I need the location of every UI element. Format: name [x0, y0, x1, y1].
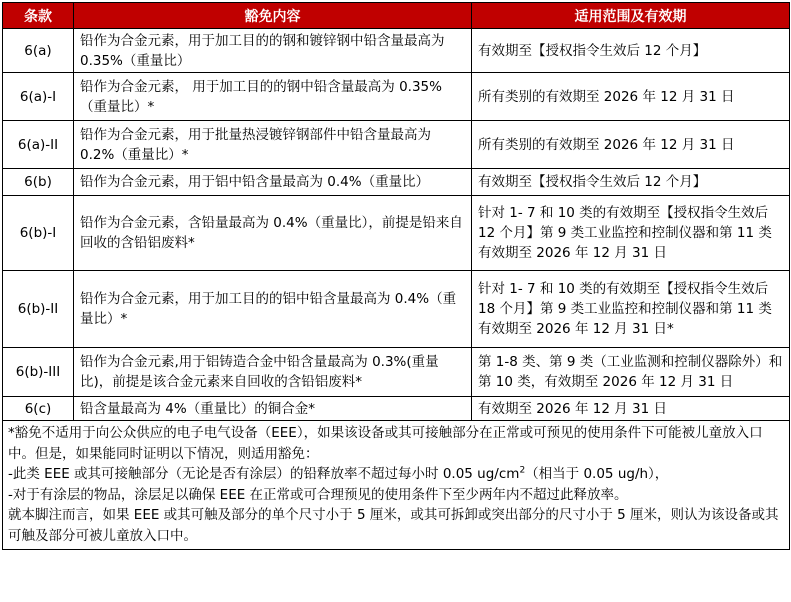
header-row — [3, 3, 790, 29]
content-cell: 铅作为合金元素，含铅量最高为 0.4%（重量比），前提是铅来自回收的含铅铝废料* — [74, 196, 472, 271]
clause-cell: 6(a)-II — [3, 121, 74, 169]
scope-cell: 第 1-8 类、第 9 类（工业监测和控制仪器除外）和第 10 类，有效期至 2026 年 12 月 31 日 — [472, 348, 790, 397]
clause-cell: 6(c) — [3, 397, 74, 421]
table-row — [3, 121, 790, 169]
scope-cell: 针对 1- 7 和 10 类的有效期至【授权指令生效后 18 个月】第 9 类工业监控和控制仪器和第 11 类有效期至 2026 年 12 月 31 日* — [472, 271, 790, 348]
content-cell: 铅作为合金元素，用于加工目的的钢和镀锌钢中铅含量最高为 0.35%（重量比） — [74, 29, 472, 73]
scope-cell: 所有类别的有效期至 2026 年 12 月 31 日 — [472, 73, 790, 121]
table-row — [3, 348, 790, 397]
clause-cell: 6(b) — [3, 169, 74, 196]
scope-cell: 针对 1- 7 和 10 类的有效期至【授权指令生效后 12 个月】第 9 类工业监控和控制仪器和第 11 类有效期至 2026 年 12 月 31 日 — [472, 196, 790, 271]
content-cell: 铅作为合金元素， 用于加工目的的钢中铅含量最高为 0.35%（重量比）* — [74, 73, 472, 121]
content-cell: 铅含量最高为 4%（重量比）的铜合金* — [74, 397, 472, 421]
clause-cell: 6(b)-II — [3, 271, 74, 348]
footnote-line-4: 就本脚注而言，如果 EEE 或其可触及部分的单个尺寸小于 5 厘米，或其可拆卸或突出部分的尺寸小于 5 厘米，则认为该设备或其可触及部分可被儿童放入口中。 — [8, 507, 779, 544]
clause-cell: 6(a) — [3, 29, 74, 73]
scope-cell: 有效期至【授权指令生效后 12 个月】 — [472, 169, 790, 196]
table-row — [3, 271, 790, 348]
footnote-line-2 — [8, 464, 784, 485]
scope-cell: 有效期至【授权指令生效后 12 个月】 — [472, 29, 790, 73]
footnote-line-2-text: -此类 EEE 或其可接触部分（无论是否有涂层）的铅释放率不超过每小时 0.05 ug/cm — [8, 466, 520, 482]
footnote-line-3: -对于有涂层的物品，涂层足以确保 EEE 在正常或可合理预见的使用条件下至少两年内不超过此释放率。 — [8, 486, 628, 503]
table-row — [3, 169, 790, 196]
table-row — [3, 29, 790, 73]
table-row — [3, 73, 790, 121]
footnote-cell — [3, 421, 790, 550]
content-cell: 铅作为合金元素，用于批量热浸镀锌钢部件中铅含量最高为 0.2%（重量比）* — [74, 121, 472, 169]
header-scope: 适用范围及有效期 — [472, 3, 790, 29]
document — [2, 2, 789, 550]
superscript-2: 2 — [519, 465, 526, 476]
footnote-row — [3, 421, 790, 550]
clause-cell: 6(a)-I — [3, 73, 74, 121]
content-cell: 铅作为合金元素，用于加工目的的铝中铅含量最高为 0.4%（重量比）* — [74, 271, 472, 348]
content-cell: 铅作为合金元素,用于铝铸造合金中铅含量最高为 0.3%(重量比)，前提是该合金元素来自回收的含铅铝废料* — [74, 348, 472, 397]
footnote-line-1: *豁免不适用于向公众供应的电子电气设备（EEE），如果该设备或其可接触部分在正常或可预见的使用条件下可能被儿童放入口中。但是，如果能同时证明以下情况，则适用豁免： — [8, 425, 763, 462]
header-clause: 条款 — [3, 3, 74, 29]
content-cell: 铅作为合金元素，用于铝中铅含量最高为 0.4%（重量比） — [74, 169, 472, 196]
header-content: 豁免内容 — [74, 3, 472, 29]
clause-cell: 6(b)-III — [3, 348, 74, 397]
exemption-table — [2, 2, 790, 550]
table-row — [3, 397, 790, 421]
scope-cell: 所有类别的有效期至 2026 年 12 月 31 日 — [472, 121, 790, 169]
scope-cell: 有效期至 2026 年 12 月 31 日 — [472, 397, 790, 421]
table-row — [3, 196, 790, 271]
footnote-line-2-tail: （相当于 0.05 ug/h）， — [525, 466, 669, 482]
clause-cell: 6(b)-I — [3, 196, 74, 271]
